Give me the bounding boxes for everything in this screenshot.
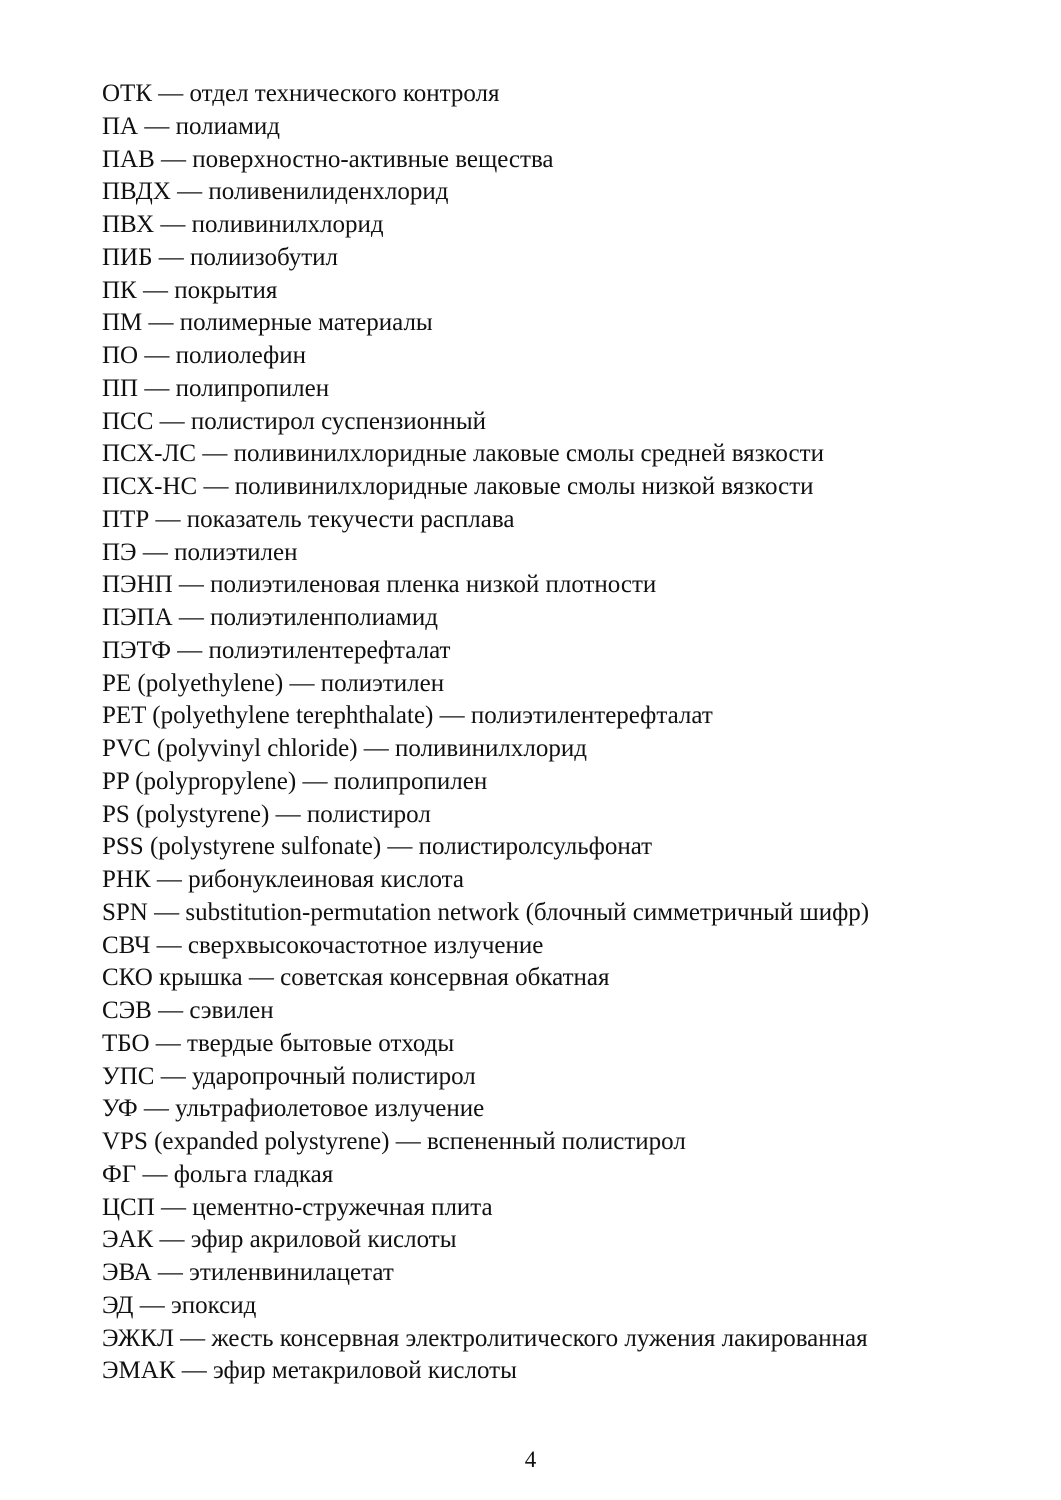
abbreviation-separator: —	[381, 833, 419, 861]
abbreviation-term: ЭАК	[102, 1226, 154, 1254]
abbreviation-term: ПО	[102, 342, 139, 369]
abbreviation-entry	[102, 897, 1002, 930]
abbreviation-definition: поверхностно-активные вещества	[192, 145, 554, 173]
abbreviation-definition: покрытия	[174, 276, 278, 304]
abbreviation-definition: твердые бытовые отходы	[187, 1029, 455, 1057]
abbreviation-definition: полимерные материалы	[179, 309, 433, 337]
abbreviation-definition: полистиролсульфонат	[418, 833, 653, 861]
abbreviation-definition: полипропилен	[175, 374, 330, 402]
abbreviation-definition: эфир метакриловой кислоты	[212, 1357, 517, 1385]
abbreviation-separator: —	[138, 374, 176, 402]
abbreviation-term: ПТР	[102, 505, 150, 533]
abbreviation-separator: —	[154, 145, 193, 173]
abbreviation-definition: сэвилен	[189, 997, 274, 1024]
abbreviation-definition: полистирол	[306, 800, 431, 828]
abbreviation-separator: —	[142, 309, 180, 337]
abbreviation-entry	[102, 1192, 1002, 1225]
abbreviation-term: PET (polyethylene terephthalate)	[102, 702, 434, 730]
abbreviation-definition: поливинилхлоридные лаковые смолы средней вязкости	[233, 440, 824, 468]
abbreviation-separator: —	[150, 866, 189, 893]
abbreviation-entry	[102, 766, 1002, 799]
abbreviation-entry	[102, 1290, 1002, 1323]
abbreviation-entry	[102, 537, 1002, 570]
abbreviation-definition: поливинилхлорид	[191, 211, 384, 238]
abbreviation-separator: —	[154, 1193, 193, 1221]
abbreviation-separator: —	[172, 604, 211, 631]
abbreviation-definition: полиамид	[175, 112, 281, 140]
abbreviation-entry	[102, 242, 1002, 275]
abbreviation-separator: —	[172, 571, 211, 599]
abbreviation-term: ПЭПА	[102, 604, 173, 631]
abbreviation-separator: —	[151, 997, 190, 1024]
abbreviation-separator: —	[152, 80, 190, 107]
abbreviation-term: УФ	[102, 1095, 138, 1123]
abbreviation-definition: сверхвысокочастотное излучение	[187, 931, 544, 959]
abbreviation-term: SPN	[102, 898, 148, 926]
abbreviation-entry	[102, 1126, 1002, 1159]
abbreviation-entry	[102, 635, 1002, 668]
abbreviation-term: ЭВА	[102, 1259, 152, 1286]
abbreviation-definition: фольга гладкая	[173, 1160, 334, 1188]
abbreviation-term: ПСХ-НС	[102, 473, 198, 500]
abbreviation-separator: —	[269, 800, 307, 828]
abbreviation-entry	[102, 1257, 1002, 1290]
abbreviation-term: ПА	[102, 112, 139, 140]
abbreviation-term: ЭД	[102, 1291, 134, 1319]
abbreviation-entry	[102, 1159, 1002, 1192]
abbreviation-term: VPS (expanded polystyrene)	[102, 1128, 390, 1155]
abbreviation-entry	[102, 1355, 1002, 1388]
abbreviation-separator: —	[433, 702, 471, 730]
abbreviation-term: ФГ	[102, 1160, 137, 1188]
abbreviation-definition: ударопрочный полистирол	[191, 1062, 476, 1090]
abbreviation-entry	[102, 340, 1002, 373]
abbreviation-separator: —	[138, 342, 176, 369]
abbreviation-term: PS (polystyrene)	[102, 800, 270, 828]
abbreviation-entry	[102, 569, 1002, 602]
abbreviation-entry	[102, 275, 1002, 308]
abbreviation-separator: —	[357, 735, 396, 762]
abbreviation-entry	[102, 504, 1002, 537]
abbreviation-definition: полиэтиленовая пленка низкой плотности	[210, 571, 657, 599]
abbreviation-entry	[102, 1093, 1002, 1126]
abbreviation-separator: —	[136, 276, 175, 304]
abbreviation-term: ТБО	[102, 1029, 150, 1057]
abbreviation-definition: поливинилхлорид	[395, 735, 587, 762]
abbreviation-separator: —	[173, 1324, 212, 1352]
abbreviation-term: ПЭТФ	[102, 636, 172, 664]
abbreviation-definition: полиэтилентерефталат	[208, 636, 451, 664]
abbreviation-entry	[102, 406, 1002, 439]
abbreviation-entry	[102, 930, 1002, 963]
abbreviation-entry	[102, 668, 1002, 701]
abbreviation-definition: рибонуклеиновая кислота	[188, 866, 465, 893]
abbreviation-entry	[102, 831, 1002, 864]
abbreviation-term: ПК	[102, 276, 137, 304]
abbreviation-term: PE (polyethylene)	[102, 669, 284, 697]
abbreviation-entry	[102, 438, 1002, 471]
abbreviation-definition: полиэтилен	[320, 669, 445, 697]
abbreviation-term: ЭМАК	[102, 1357, 176, 1385]
abbreviation-term: ПАВ	[102, 145, 155, 173]
abbreviation-separator: —	[151, 1259, 190, 1286]
abbreviation-term: ЭЖКЛ	[102, 1324, 174, 1352]
abbreviation-definition: вспененный полистирол	[426, 1128, 686, 1155]
abbreviation-definition: советская консервная обкатная	[280, 964, 610, 992]
abbreviation-term: ПВХ	[102, 211, 155, 238]
abbreviation-term: PSS (polystyrene sulfonate)	[102, 833, 382, 861]
abbreviation-separator: —	[154, 211, 192, 238]
abbreviation-definition: полиэтилен	[174, 538, 298, 566]
abbreviation-entry	[102, 602, 1002, 635]
abbreviation-definition: показатель текучести расплава	[186, 505, 515, 533]
abbreviation-term: PP (polypropylene)	[102, 767, 297, 795]
abbreviation-separator: —	[152, 243, 190, 271]
abbreviation-definition: цементно-стружечная плита	[192, 1193, 493, 1221]
abbreviation-separator: —	[150, 931, 188, 959]
abbreviation-definition: поливенилиденхлорид	[208, 178, 449, 206]
abbreviation-entry	[102, 799, 1002, 832]
abbreviation-definition: полиизобутил	[189, 243, 339, 271]
abbreviation-definition: полиэтиленполиамид	[210, 604, 438, 631]
abbreviation-separator: —	[153, 1226, 191, 1254]
abbreviation-term: СКО крышка	[102, 964, 243, 992]
abbreviation-separator: —	[138, 112, 176, 140]
abbreviation-definition: жесть консервная электролитического лужения лакированная	[211, 1324, 868, 1352]
abbreviation-separator: —	[283, 669, 321, 697]
abbreviation-entry	[102, 307, 1002, 340]
abbreviation-entry	[102, 864, 1002, 897]
abbreviation-separator: —	[147, 898, 186, 926]
abbreviation-entry	[102, 995, 1002, 1028]
abbreviation-entry	[102, 111, 1002, 144]
abbreviation-entry	[102, 733, 1002, 766]
abbreviation-entry	[102, 962, 1002, 995]
abbreviation-list	[102, 78, 1002, 1388]
abbreviation-separator: —	[153, 407, 191, 435]
abbreviation-term: УПС	[102, 1062, 155, 1090]
abbreviation-separator: —	[171, 636, 209, 664]
abbreviation-separator: —	[149, 1029, 188, 1057]
abbreviation-entry	[102, 144, 1002, 177]
abbreviation-term: ОТК	[102, 80, 152, 107]
abbreviation-definition: эпоксид	[170, 1291, 257, 1319]
abbreviation-entry	[102, 1028, 1002, 1061]
abbreviation-term: ЦСП	[102, 1193, 155, 1221]
abbreviation-separator: —	[133, 1291, 171, 1319]
abbreviation-entry	[102, 176, 1002, 209]
abbreviation-term: СВЧ	[102, 931, 151, 959]
abbreviation-term: PVC (polyvinyl chloride)	[102, 735, 358, 762]
abbreviation-separator: —	[137, 1095, 176, 1123]
abbreviation-term: ПМ	[102, 309, 143, 337]
abbreviation-term: ПВДХ	[102, 178, 171, 206]
abbreviation-term: ПСХ-ЛС	[102, 440, 197, 468]
abbreviation-separator: —	[154, 1062, 192, 1090]
abbreviation-separator: —	[296, 767, 334, 795]
abbreviation-definition: полиэтилентерефталат	[470, 702, 713, 730]
abbreviation-separator: —	[196, 440, 234, 468]
abbreviation-entry	[102, 78, 1002, 111]
abbreviation-term: ПИБ	[102, 243, 153, 271]
abbreviation-definition: эфир акриловой кислоты	[190, 1226, 457, 1254]
abbreviation-entry	[102, 471, 1002, 504]
abbreviation-separator: —	[197, 473, 235, 500]
abbreviation-entry	[102, 1224, 1002, 1257]
abbreviation-separator: —	[389, 1128, 427, 1155]
abbreviation-definition: полистирол суспензионный	[190, 407, 487, 435]
abbreviation-definition: substitution-permutation network (блочный симметричный шифр)	[185, 898, 870, 926]
abbreviation-term: ПП	[102, 374, 139, 402]
abbreviation-separator: —	[175, 1357, 213, 1385]
abbreviation-entry	[102, 1061, 1002, 1094]
abbreviation-entry	[102, 1323, 1002, 1356]
abbreviation-separator: —	[170, 178, 209, 206]
abbreviation-definition: полипропилен	[333, 767, 488, 795]
abbreviation-separator: —	[136, 1160, 174, 1188]
abbreviation-entry	[102, 209, 1002, 242]
abbreviation-definition: этиленвинилацетат	[189, 1259, 394, 1286]
abbreviation-separator: —	[149, 505, 187, 533]
abbreviation-term: СЭВ	[102, 997, 152, 1024]
abbreviation-term: РНК	[102, 866, 151, 893]
abbreviation-definition: полиолефин	[175, 342, 307, 369]
abbreviation-separator: —	[242, 964, 281, 992]
abbreviation-definition: отдел технического контроля	[189, 80, 500, 107]
abbreviation-term: ПЭНП	[102, 571, 173, 599]
abbreviation-definition: ультрафиолетовое излучение	[175, 1095, 485, 1123]
page-number: 4	[524, 1447, 537, 1472]
abbreviation-definition: поливинилхлоридные лаковые смолы низкой вязкости	[234, 473, 814, 500]
abbreviation-entry	[102, 373, 1002, 406]
abbreviation-separator: —	[136, 538, 175, 566]
abbreviation-term: ПСС	[102, 407, 154, 435]
abbreviation-term: ПЭ	[102, 538, 137, 566]
abbreviation-entry	[102, 700, 1002, 733]
